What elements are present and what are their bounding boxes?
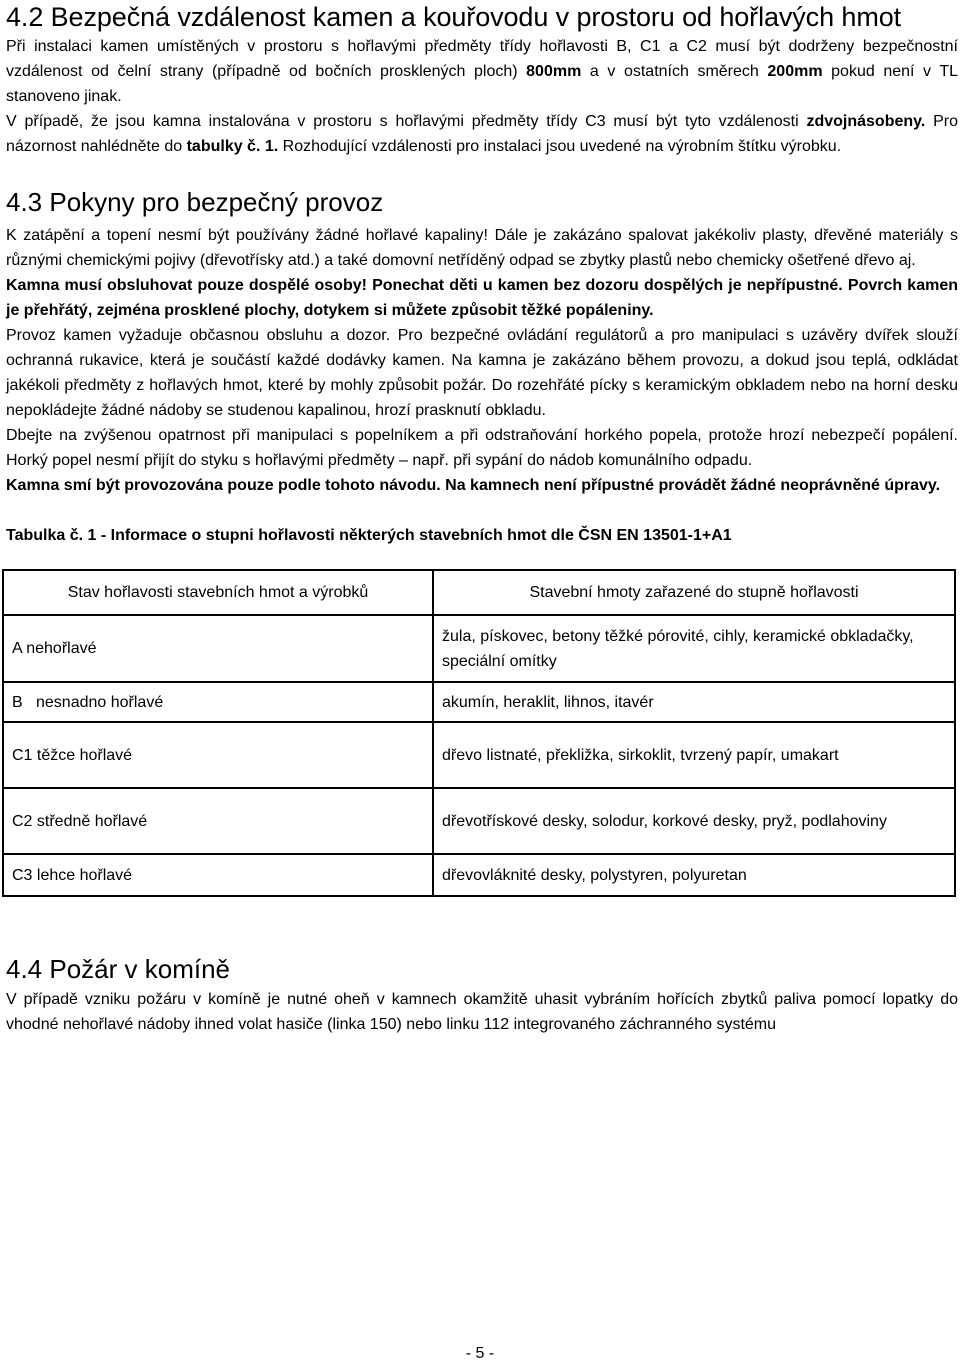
section-4-4-paragraph-1: V případě vzniku požáru v komíně je nutné oheň v kamnech okamžitě uhasit vybráním hořících zbytků paliva pomocí lopatky do vhodné nehořlavé nádoby ihned volat hasiče (linka 150) nebo linku 112 integrovaného záchranného systému — [6, 991, 958, 1033]
section-4-3-title: 4.3 Pokyny pro bezpečný provoz — [6, 187, 384, 217]
materials-cell: dřevotřískové desky, solodur, korkové desky, pryž, podlahoviny — [433, 788, 955, 854]
text-run: V případě, že jsou kamna instalována v prostoru s hořlavými předměty třídy C3 musí být tyto vzdálenosti — [6, 113, 807, 130]
materials-cell: žula, pískovec, betony těžké pórovité, cihly, keramické obkladačky, speciální omítky — [433, 615, 955, 682]
section-4-3-paragraph-3: Provoz kamen vyžaduje občasnou obsluhu a dozor. Pro bezpečné ovládání regulátorů a pro manipulaci s uzávěry dvířek slouží ochranná rukavice, která je součástí každé dodávky kamen. Na kamna je zakázáno během provozu, a dokud jsou teplá, odkládat jakékoli předměty z hořlavých hmot, které by mohly způsobit požár. Do rozehřáté pícky s keramickým obkladem nebo na horní desku nepokládejte žádné nádoby se studenou kapalinou, hrozí prasknutí obkladu. — [6, 327, 958, 419]
distance-other: 200mm — [767, 63, 823, 80]
materials-cell: dřevo listnaté, překližka, sirkoklit, tvrzený papír, umakart — [433, 722, 955, 788]
grade-cell: C3 lehce hořlavé — [3, 854, 433, 896]
table-reference: tabulky č. 1. — [186, 138, 279, 155]
grade-cell: C2 středně hořlavé — [3, 788, 433, 854]
grade-cell: B nesnadno hořlavé — [3, 682, 433, 722]
section-4-2-paragraph-1 — [6, 34, 958, 109]
section-4-3-paragraph-1 — [6, 223, 958, 273]
warning-text: Kamna smí být provozována pouze podle tohoto návodu. Na kamnech není přípustné provádět žádné neoprávněné úpravy. — [6, 477, 941, 494]
section-4-2-paragraph-2 — [6, 109, 958, 159]
table-header-cell: Stav hořlavosti stavebních hmot a výrobků — [3, 570, 433, 615]
table-row — [3, 854, 955, 896]
text-run: Rozhodující vzdálenosti pro instalaci jsou uvedené na výrobním štítku výrobku. — [278, 138, 842, 155]
distance-front: 800mm — [526, 63, 582, 80]
materials-cell: dřevovláknité desky, polystyren, polyuretan — [433, 854, 955, 896]
grade-cell: A nehořlavé — [3, 615, 433, 682]
document-page — [6, 0, 958, 1037]
materials-cell: akumín, heraklit, lihnos, itavér — [433, 682, 955, 722]
table-row — [3, 682, 955, 722]
flammability-table — [2, 569, 956, 897]
text-run: Pro názornost nahlédněte do — [6, 113, 958, 155]
section-4-3-paragraph-5 — [6, 473, 958, 498]
section-4-2-title: 4.2 Bezpečná vzdálenost kamen a kouřovodu v prostoru od hořlavých hmot — [6, 2, 902, 32]
table-row — [3, 615, 955, 682]
section-4-3-paragraph-4: Dbejte na zvýšenou opatrnost při manipulaci s popelníkem a při odstraňování horkého popela, protože hrozí nebezpečí popálení. Horký popel nesmí přijít do styku s hořlavými předměty – např. při sypání do nádob komunálního odpadu. — [6, 427, 958, 469]
table-caption: Tabulka č. 1 - Informace o stupni hořlavosti některých stavebních hmot dle ČSN EN 13501-1+A1 — [6, 527, 732, 544]
text-run: K zatápění a topení nesmí být používány žádné hořlavé kapaliny! — [6, 227, 488, 244]
section-4-4-title: 4.4 Požár v komíně — [6, 954, 230, 984]
text-run: a v ostatních směrech — [581, 63, 768, 80]
table-row — [3, 722, 955, 788]
text-run: Při instalaci kamen umístěných v prostoru s hořlavými předměty třídy hořlavosti B, C1 a C2 musí být dodrženy bezpečnostní vzdálenost od čelní strany (případně od bočních prosklených ploch) — [6, 38, 958, 80]
text-run: Dále je zakázáno spalovat jakékoliv plasty, dřevěné materiály s různými chemickými pojivy (dřevotřísky atd.) a také domovní netříděný odpad se zbytky plastů nebo chemicky ošetřené dřevo aj. — [6, 227, 959, 269]
page-number: - 5 - — [465, 1345, 495, 1362]
table-header-row — [3, 570, 955, 615]
section-4-3-warning — [6, 273, 958, 323]
text-run: pokud není v TL stanoveno jinak. — [6, 63, 958, 105]
grade-cell: C1 těžce hořlavé — [3, 722, 433, 788]
warning-text: Kamna musí obsluhovat pouze dospělé osoby! Ponechat děti u kamen bez dozoru dospělých je nepřípustné. Povrch kamen je přehřátý, zejména prosklené plochy, dotykem si můžete způsobit těžké popáleniny. — [6, 277, 958, 319]
table-row — [3, 788, 955, 854]
emphasis-doubled: zdvojnásobeny. — [806, 113, 926, 130]
table-header-cell: Stavební hmoty zařazené do stupně hořlavosti — [433, 570, 955, 615]
